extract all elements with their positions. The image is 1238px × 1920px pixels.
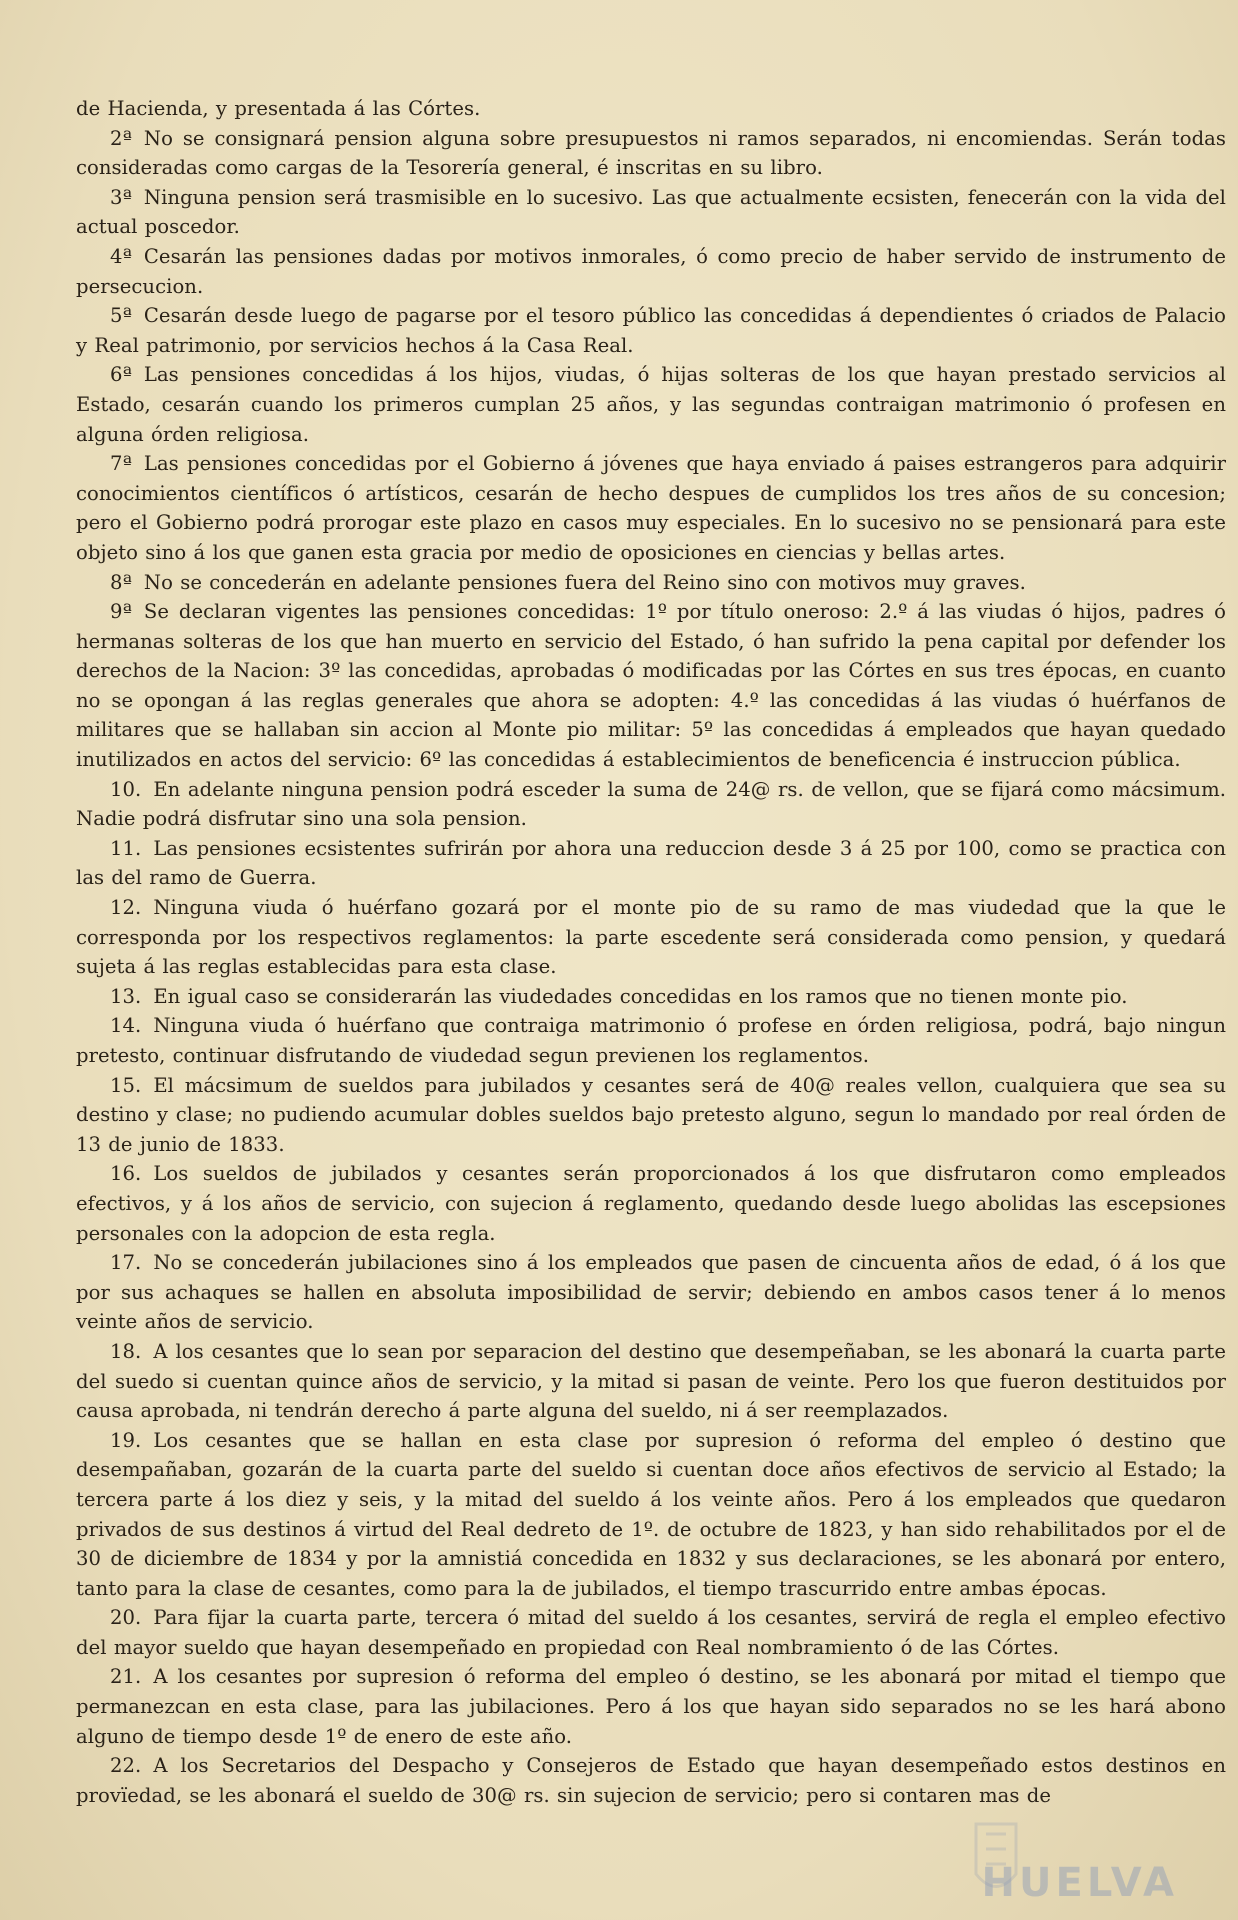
article-number: 22. (110, 1754, 142, 1778)
article-paragraph (76, 1248, 1226, 1337)
article-number: 20. (110, 1606, 142, 1630)
article-paragraph (76, 124, 1226, 183)
article-text: En igual caso se considerarán las viudedades concedidas en los ramos que no tienen monte pio. (153, 984, 1128, 1008)
opening-line: de Hacienda, y presentada á las Córtes. (76, 97, 481, 120)
article-text: Cesarán las pensiones dadas por motivos inmorales, ó como precio de haber servido de instrumento de persecucion. (76, 244, 1226, 298)
article-number: 21. (110, 1665, 142, 1689)
article-text: Las pensiones concedidas por el Gobierno á jóvenes que haya enviado á paises estrangeros para adquirir conocimientos científicos ó artísticos, cesarán de hecho despues de cumplidos los tres años de su concesion; pero el Gobierno podrá prorogar este plazo en casos muy especiales. En lo sucesivo no se pensionará para este objeto sino á los que ganen esta gracia por medio de oposiciones en ciencias y bellas artes. (76, 452, 1226, 564)
article-paragraph (76, 834, 1226, 893)
article-number: 17. (110, 1251, 142, 1275)
article-paragraph (76, 1337, 1226, 1426)
article-text: Ninguna viuda ó huérfano que contraiga matrimonio ó profese en órden religiosa, podrá, bajo ningun pretesto, continuar disfrutando de viudedad segun previenen los reglamentos. (76, 1014, 1226, 1067)
article-number: 13. (110, 984, 142, 1008)
article-text: En adelante ninguna pension podrá esceder la suma de 24@ rs. de vellon, que se fijará como mácsimum. Nadie podrá disfrutar sino una sola pension. (76, 777, 1226, 831)
article-text: Se declaran vigentes las pensiones concedidas: 1º por título oneroso: 2.º á las viudas ó hijos, padres ó hermanas solteras de los que han muerto en servicio del Estado, ó han sufrido la pena capital por defender los derechos de la Nacion: 3º las concedidas, aprobadas ó modificadas por las Córtes en sus tres épocas, en cuanto no se opongan á las reglas generales que ahora se adopten: 4.º las concedidas á las viudas ó huérfanos de militares que se hallaban sin accion al Monte pio militar: 5º las concedidas á empleados que hayan quedado inutilizados en actos del servicio: 6º las concedidas á establecimientos de beneficencia é instruccion pública. (76, 600, 1226, 772)
article-text: No se consignará pension alguna sobre presupuestos ni ramos separados, ni encomiendas. Serán todas consideradas como cargas de la Tesorería general, é inscritas en su libro. (76, 126, 1226, 180)
article-number: 12. (110, 896, 142, 920)
article-number: 15. (110, 1073, 142, 1097)
article-number: 3ª (110, 185, 132, 209)
article-text: A los Secretarios del Despacho y Consejeros de Estado que hayan desempeñado estos destinos en provïedad, se les abonará el sueldo de 30@ rs. sin sujecion de servicio; pero si contaren mas de (76, 1754, 1226, 1807)
article-text: Los cesantes que se hallan en esta clase por supresion ó reforma del empleo ó destino que desempañaban, gozarán de la cuarta parte del sueldo si cuentan doce años efectivos de servicio al Estado; la tercera parte á los diez y seis, y la mitad del sueldo á los veinte años. Pero á los empleados que quedaron privados de sus destinos á virtud del Real dedreto de 1º. de octubre de 1823, y han sido rehabilitados por el de 30 de diciembre de 1834 y por la amnistiá concedida en 1832 y sus declaraciones, se les abonará por entero, tanto para la clase de cesantes, como para la de jubilados, el tiempo trascurrido entre ambas épocas. (76, 1428, 1226, 1600)
article-paragraph (76, 1011, 1226, 1070)
article-number: 8ª (110, 570, 132, 594)
article-number: 9ª (110, 600, 132, 624)
article-text: Para fijar la cuarta parte, tercera ó mitad del sueldo á los cesantes, servirá de regla el empleo efectivo del mayor sueldo que hayan desempeñado en propiedad con Real nombramiento ó de las Córtes. (76, 1606, 1226, 1659)
article-paragraph (76, 301, 1226, 360)
watermark-text: HUELVA (981, 1860, 1178, 1906)
article-text: Ninguna pension será trasmisible en lo sucesivo. Las que actualmente ecsisten, fenecerán con la vida del actual poscedor. (76, 185, 1226, 239)
article-paragraph (76, 360, 1226, 449)
article-text: A los cesantes que lo sean por separacion del destino que desempeñaban, se les abonará la cuarta parte del suedo si cuentan quince años de servicio, y la mitad si pasan de veinte. Pero los que fueron destituidos por causa aprobada, ni tendrán derecho á parte alguna del sueldo, ni á ser reemplazados. (76, 1339, 1226, 1423)
article-text: El mácsimum de sueldos para jubilados y cesantes será de 40@ reales vellon, cualquiera que sea su destino y clase; no pudiendo acumular dobles sueldos bajo pretesto alguno, segun lo mandado por real órden de 13 de junio de 1833. (76, 1073, 1226, 1156)
article-text: Las pensiones concedidas á los hijos, viudas, ó hijas solteras de los que hayan prestado servicios al Estado, cesarán cuando los primeros cumplan 25 años, y las segundas contraigan matrimonio ó profesen en alguna órden religiosa. (76, 363, 1226, 446)
article-paragraph (76, 183, 1226, 242)
article-number: 7ª (110, 452, 132, 476)
article-number: 10. (110, 777, 142, 801)
article-paragraph (76, 1751, 1226, 1810)
article-number: 2ª (110, 126, 132, 150)
article-paragraph (76, 1071, 1226, 1160)
article-text: A los cesantes por supresion ó reforma del empleo ó destino, se les abonará por mitad el tiempo que permanezcan en esta clase, para las jubilaciones. Pero á los que hayan sido separados no se les hará abono alguno de tiempo desde 1º de enero de este año. (76, 1665, 1226, 1748)
article-paragraph (76, 242, 1226, 301)
article-paragraph (76, 982, 1226, 1012)
article-text: Cesarán desde luego de pagarse por el tesoro público las concedidas á dependientes ó criados de Palacio y Real patrimonio, por servicios hechos á la Casa Real. (76, 304, 1226, 357)
article-paragraph (76, 1662, 1226, 1751)
article-paragraph (76, 1426, 1226, 1604)
articles-list (76, 124, 1226, 1811)
article-paragraph (76, 449, 1226, 567)
article-number: 16. (110, 1162, 142, 1186)
article-number: 19. (110, 1428, 142, 1452)
article-number: 5ª (110, 304, 132, 328)
article-number: 6ª (110, 363, 132, 387)
article-paragraph (76, 568, 1226, 598)
article-number: 18. (110, 1339, 142, 1363)
article-paragraph (76, 597, 1226, 775)
article-text: Ninguna viuda ó huérfano gozará por el monte pio de su ramo de mas viudedad que la que le corresponda por los respectivos reglamentos: la parte escedente será considerada como pension, y quedará sujeta á las reglas establecidas para esta clase. (76, 896, 1226, 979)
article-text: No se concederán jubilaciones sino á los empleados que pasen de cincuenta años de edad, ó á los que por sus achaques se hallen en absoluta imposibilidad de servir; debiendo en ambos casos tener á lo menos veinte años de servicio. (76, 1251, 1226, 1334)
article-text: Las pensiones ecsistentes sufrirán por ahora una reduccion desde 3 á 25 por 100, como se practica con las del ramo de Guerra. (76, 836, 1226, 890)
article-text: No se concederán en adelante pensiones fuera del Reino sino con motivos muy graves. (143, 570, 1026, 594)
article-paragraph (76, 893, 1226, 982)
article-paragraph (76, 1159, 1226, 1248)
article-paragraph (76, 775, 1226, 834)
document-body (76, 94, 1226, 1810)
article-number: 4ª (110, 244, 132, 268)
article-number: 14. (110, 1014, 142, 1038)
article-number: 11. (110, 836, 142, 860)
article-paragraph (76, 1603, 1226, 1662)
article-text: Los sueldos de jubilados y cesantes serán proporcionados á los que disfrutaron como empleados efectivos, y á los años de servicio, con sujecion á reglamento, quedando desde luego abolidas las escepsiones personales con la adopcion de esta regla. (76, 1162, 1226, 1245)
